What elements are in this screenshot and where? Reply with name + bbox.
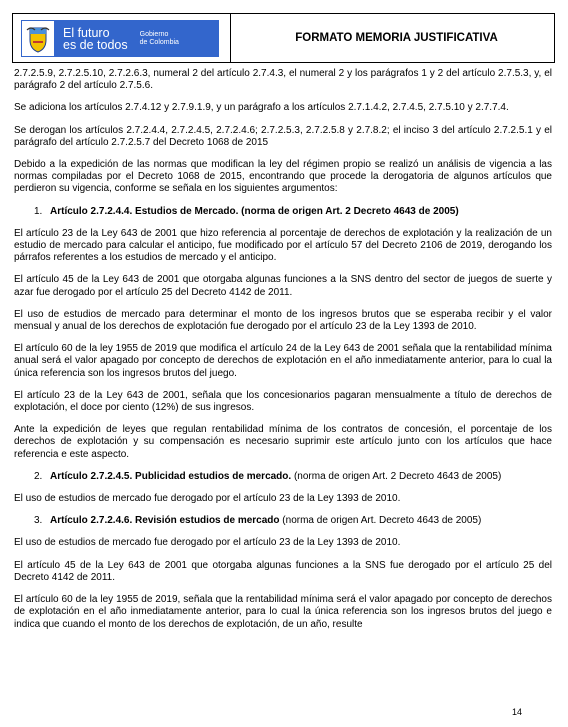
list-item-3 <box>14 515 552 527</box>
paragraph: El artículo 45 de la Ley 643 de 2001 que otorgaba algunas funciones a la SNS fue derogado por el artículo 25 del Decreto 4142 de 2011. <box>14 559 552 583</box>
logo-line-2: es de todos <box>63 37 128 52</box>
paragraph: El artículo 60 de la ley 1955 de 2019 que modifica el artículo 24 de la Ley 643 de 2001 señala que la rentabilidad mínima anual será el valor apagado por concepto de derechos de explotación en el año inmediatamente anterior, para lo cual la única referencia son los ingresos brutos del juego. <box>14 343 552 379</box>
item-source: (norma de origen Art. Decreto 4643 de 2005) <box>279 515 482 527</box>
colombia-crest-icon <box>21 20 55 57</box>
item-number: 3. <box>34 515 43 527</box>
paragraph: El artículo 60 de la ley 1955 de 2019, señala que la rentabilidad mínima será el valor apagado por concepto de derechos de explotación en el año inmediatamente anterior, para lo cual la única referencia son los ingresos brutos del juego e indica que cuando el monto de los derechos de explotación, de un año, resulte <box>14 594 552 630</box>
document-header <box>12 13 555 63</box>
list-item-2 <box>14 471 552 483</box>
logo-line-1: El futuro <box>63 25 110 40</box>
gov-label <box>140 31 179 47</box>
paragraph: Debido a la expedición de las normas que modifican la ley del régimen propio se realizó un análisis de vigencia a las normas compiladas por el Decreto 1068 de 2015, encontrando que procede la derogatoria de algunos artículos que perdieron su vigencia, conforme se señala en los siguientes argumentos: <box>14 159 552 195</box>
logo-slogan <box>63 27 128 51</box>
paragraph: Se adiciona los artículos 2.7.4.12 y 2.7.9.1.9, y un parágrafo a los artículos 2.7.1.4.2, 2.7.4.5, 2.7.5.10 y 2.7.7.4. <box>14 102 509 114</box>
document-body <box>14 68 552 641</box>
paragraph: El artículo 45 de la Ley 643 de 2001 que otorgaba algunas funciones a la SNS dentro del sector de juegos de suerte y azar fue derogado por el artículo 25 del Decreto 4142 de 2011. <box>14 274 552 298</box>
paragraph: 2.7.2.5.9, 2.7.2.5.10, 2.7.2.6.3, numeral 2 del artículo 2.7.4.3, el numeral 2 y los parágrafos 1 y 2 del artículo 2.7.5.3, y, el parágrafo 2 del artículo 2.7.5.6. <box>14 68 552 92</box>
page-number: 14 <box>511 707 522 717</box>
item-title: Artículo 2.7.2.4.4. Estudios de Mercado. (norma de origen Art. 2 Decreto 4643 de 2005) <box>50 205 459 217</box>
gov-logo <box>21 20 219 57</box>
paragraph: Ante la expedición de leyes que regulan rentabilidad mínima de los contratos de concesión, el porcentaje de los derechos de explotación y su compensación es necesario suprimir este artículo junto con los artículos que hace referencia e este aspecto. <box>14 424 552 460</box>
item-source: (norma de origen Art. 2 Decreto 4643 de 2005) <box>291 470 502 482</box>
item-title: Artículo 2.7.2.4.6. Revisión estudios de mercado <box>50 515 280 527</box>
paragraph: El uso de estudios de mercado fue derogado por el artículo 23 de la Ley 1393 de 2010. <box>14 493 401 505</box>
list-item-1 <box>14 206 552 218</box>
gov-line-1: Gobierno <box>139 30 169 38</box>
item-number: 1. <box>34 205 43 217</box>
paragraph: Se derogan los artículos 2.7.2.4.4, 2.7.2.4.5, 2.7.2.4.6; 2.7.2.5.3, 2.7.2.5.8 y 2.7.8.2; el inciso 3 del artículo 2.7.2.5.1 y el parágrafo del artículo 2.7.2.5.7 del Decreto 1068 de 2015 <box>14 124 552 148</box>
paragraph: El artículo 23 de la Ley 643 de 2001, señala que los concesionarios pagaran mensualmente a título de derechos de explotación, el doce por ciento (12%) de sus ingresos. <box>14 389 552 414</box>
item-number: 2. <box>34 470 43 482</box>
item-title: Artículo 2.7.2.4.5. Publicidad estudios de mercado. <box>50 470 292 482</box>
document-title: FORMATO MEMORIA JUSTIFICATIVA <box>295 32 498 44</box>
paragraph: El uso de estudios de mercado para determinar el monto de los ingresos brutos que se esperaba recibir y el valor mensual y anual de los derechos de explotación fue derogado por el artículo 23 de la Ley 1393 de 2010. <box>14 308 552 333</box>
logo-cell <box>13 14 231 62</box>
gov-line-2: de Colombia <box>139 38 179 46</box>
paragraph: El uso de estudios de mercado fue derogado por el artículo 23 de la Ley 1393 de 2010. <box>14 537 401 549</box>
paragraph: El artículo 23 de la Ley 643 de 2001 que hizo referencia al porcentaje de derechos de explotación y la realización de un estudio de mercado para calcular el anticipo, fue modificado por el artículo 57 del Decreto 2106 de 2019, derogando los párrafos referentes a los estudios de mercado y el anticipo. <box>14 227 552 264</box>
